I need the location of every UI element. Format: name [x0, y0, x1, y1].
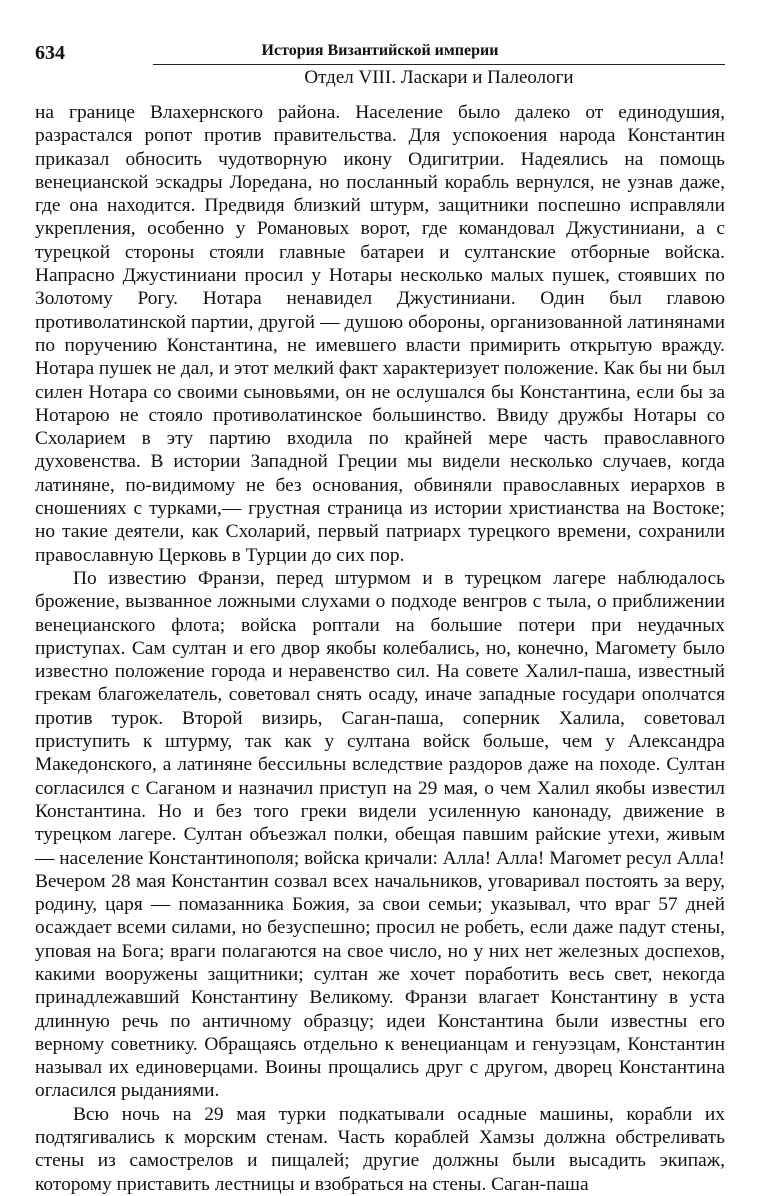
- book-title: История Византийской империи: [261, 42, 499, 59]
- paragraph: Всю ночь на 29 мая турки подкатывали осадные машины, корабли их подтягивались к морским стенам. Часть кораблей Хамзы должна обстреливать стены из самострелов и пищалей; другие должны были высадить экипаж, которому приставить лестницы и взобраться на стены. Саган-паша: [35, 1103, 725, 1195]
- page-number: 634: [35, 42, 65, 64]
- body-text: [35, 101, 725, 1196]
- header-rule: [153, 64, 725, 65]
- section-title: Отдел VIII. Ласкари и Палеологи: [304, 67, 574, 88]
- page-header: [35, 36, 725, 92]
- paragraph: По известию Франзи, перед штурмом и в турецком лагере наблюдалось брожение, вызванное ложными слухами о подходе венгров с тыла, о приближении венецианского флота; войска роптали на большие потери при неудачных приступах. Сам султан и его двор якобы колебались, но, конечно, Магомету было известно положение города и неравенство сил. На совете Халил-паша, известный грекам благожелатель, советовал снять осаду, иначе западные государи ополчатся против турок. Второй визирь, Саган-паша, соперник Халила, советовал приступить к штурму, так как у султана войск больше, чем у Александра Македонского, а латиняне бессильны вследствие раздоров даже на походе. Султан согласился с Саганом и назначил приступ на 29 мая, о чем Халил якобы известил Константина. Но и без того греки видели усиленную канонаду, движение в турецком лагере. Султан объезжал полки, обещая павшим райские утехи, живым — население Константинополя; войска кричали: Алла! Алла! Магомет ресул Алла! Вечером 28 мая Константин созвал всех начальников, уговаривал постоять за веру, родину, царя — помазанника Божия, за свои семьи; указывал, что враг 57 дней осаждает всеми силами, но безуспешно; просил не робеть, если даже падут стены, уповая на Бога; враги полагаются на свое число, но у них нет железных доспехов, какими вооружены защитники; султан же хочет поработить весь свет, некогда принадлежавший Константину Великому. Франзи влагает Константину в уста длинную речь по античному образцу; идеи Константина были известны его верному советнику. Обращаясь отдельно к венецианцам и генуэзцам, Константин называл их единоверцами. Воины прощались друг с другом, дворец Константина огласился рыданиями.: [35, 567, 725, 1102]
- paragraph: на границе Влахернского района. Население было далеко от единодушия, разрастался ропот против правительства. Для успокоения народа Константин приказал обносить чудотворную икону Одигитрии. Надеялись на помощь венецианской эскадры Лоредана, но посланный корабль вернулся, не узнав даже, где она находится. Предвидя близкий штурм, защитники поспешно исправляли укрепления, особенно у Романовых ворот, где командовал Джустиниани, а с турецкой стороны стояли главные батареи и султанские отборные войска. Напрасно Джустиниани просил у Нотары несколько малых пушек, стоявших по Золотому Рогу. Нотара ненавидел Джустиниани. Один был главою противолатинской партии, другой — душою обороны, организованной латинянами по поручению Константина, не имевшего власти примирить открытую вражду. Нотара пушек не дал, и этот мелкий факт характеризует положение. Как бы ни был силен Нотара со своими сыновьями, он не ослушался бы Константина, если бы за Нотарою не стояло противолатинское большинство. Ввиду дружбы Нотары со Схоларием в эту партию входила по крайней мере часть православного духовенства. В истории Западной Греции мы видели несколько случаев, когда латиняне, по-видимому не без основания, обвиняли православных иерархов в сношениях с турками,— грустная страница из истории христианства на Востоке; но такие деятели, как Схоларий, первый патриарх турецкого времени, сохранили православную Церковь в Турции до сих пор.: [35, 102, 725, 566]
